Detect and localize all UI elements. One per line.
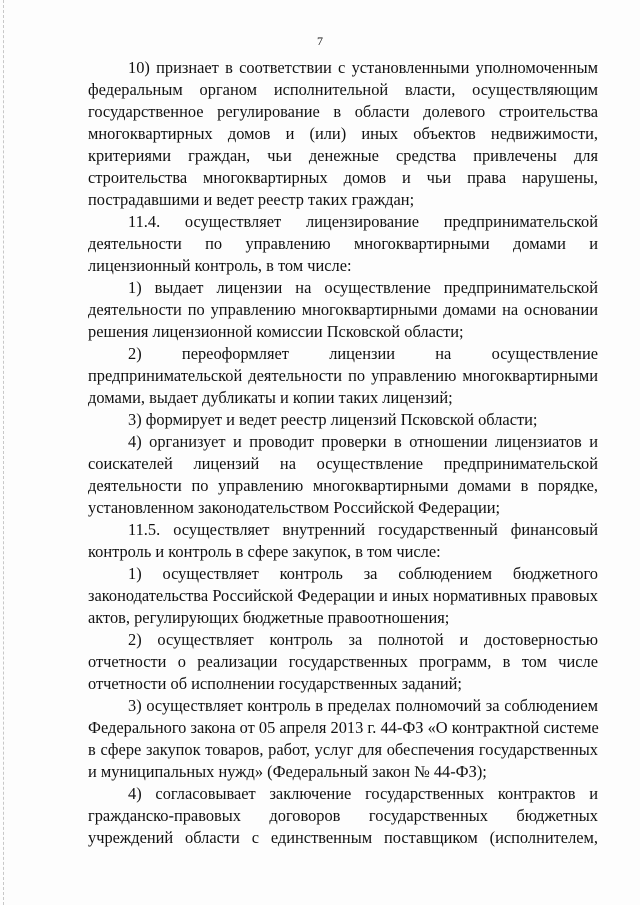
text-line: 11.4. осуществляет лицензирование предпринимательской [128,212,598,231]
text-line: в сфере закупок товаров, работ, услуг для обеспечения государственных [88,740,598,759]
text-line: 11.5. осуществляет внутренний государственный финансовый [128,520,598,539]
text-line: 4) согласовывает заключение государственных контрактов и [128,784,598,803]
text-line: критериями граждан, чьи денежные средства привлечены для [88,146,598,165]
text-line: деятельности по управлению многоквартирными домами на основании [88,300,598,319]
paragraph [88,563,598,629]
text-line: контроль и контроль в сфере закупок, в том числе: [88,542,441,561]
paragraph [88,431,598,519]
text-line: лицензионный контроль, в том числе: [88,256,352,275]
text-line: 1) выдает лицензии на осуществление предпринимательской [128,278,598,297]
text-line: учреждений области с единственным поставщиком (исполнителем, [88,828,598,847]
text-line: Федерального закона от 05 апреля 2013 г. 44-ФЗ «О контрактной системе [88,718,599,737]
text-line: предпринимательской деятельности по управлению многоквартирными [88,366,598,385]
text-line: актов, регулирующих бюджетные правоотношения; [88,608,450,627]
text-line: государственное регулирование в области долевого строительства [88,102,598,121]
text-line: деятельности по управлению многоквартирными домами в порядке, [88,476,598,495]
text-line: домами, выдает дубликаты и копии таких лицензий; [88,388,453,407]
paragraph [88,277,598,343]
paragraph [88,409,598,431]
text-line: соискателей лицензий на осуществление предпринимательской [88,454,598,473]
text-line: отчетности о реализации государственных программ, в том числе [88,652,598,671]
paragraph [88,343,598,409]
text-line: и муниципальных нужд» (Федеральный закон № 44-ФЗ); [88,762,487,781]
text-line: отчетности об исполнении государственных заданий; [88,674,462,693]
document-body [88,57,598,849]
paragraph [88,519,598,563]
text-line: законодательства Российской Федерации и иных нормативных правовых [88,586,598,605]
text-line: строительства многоквартирных домов и чьи права нарушены, [88,168,598,187]
page-number: 7 [317,34,323,48]
text-line: 3) формирует и ведет реестр лицензий Псковской области; [128,410,538,429]
text-line: гражданско-правовых договоров государственных бюджетных [88,806,598,825]
paragraph [88,57,598,211]
scan-edge-line [3,0,5,905]
paragraph [88,695,598,783]
text-line: 1) осуществляет контроль за соблюдением бюджетного [128,564,598,583]
paragraph [88,211,598,277]
text-line: 4) организует и проводит проверки в отношении лицензиатов и [128,432,598,451]
text-line: 10) признает в соответствии с установленными уполномоченным [128,58,598,77]
text-line: пострадавшими и ведет реестр таких граждан; [88,190,415,209]
text-line: федеральным органом исполнительной власти, осуществляющим [88,80,598,99]
text-line: решения лицензионной комиссии Псковской области; [88,322,464,341]
text-line: 3) осуществляет контроль в пределах полномочий за соблюдением [128,696,598,715]
text-line: многоквартирных домов и (или) иных объектов недвижимости, [88,124,598,143]
text-line: 2) переоформляет лицензии на осуществление [128,344,598,363]
text-line: деятельности по управлению многоквартирными домами и [88,234,598,253]
paragraph [88,629,598,695]
paragraph [88,783,598,849]
text-line: установленном законодательством Российской Федерации; [88,498,501,517]
text-line: 2) осуществляет контроль за полнотой и достоверностью [128,630,598,649]
